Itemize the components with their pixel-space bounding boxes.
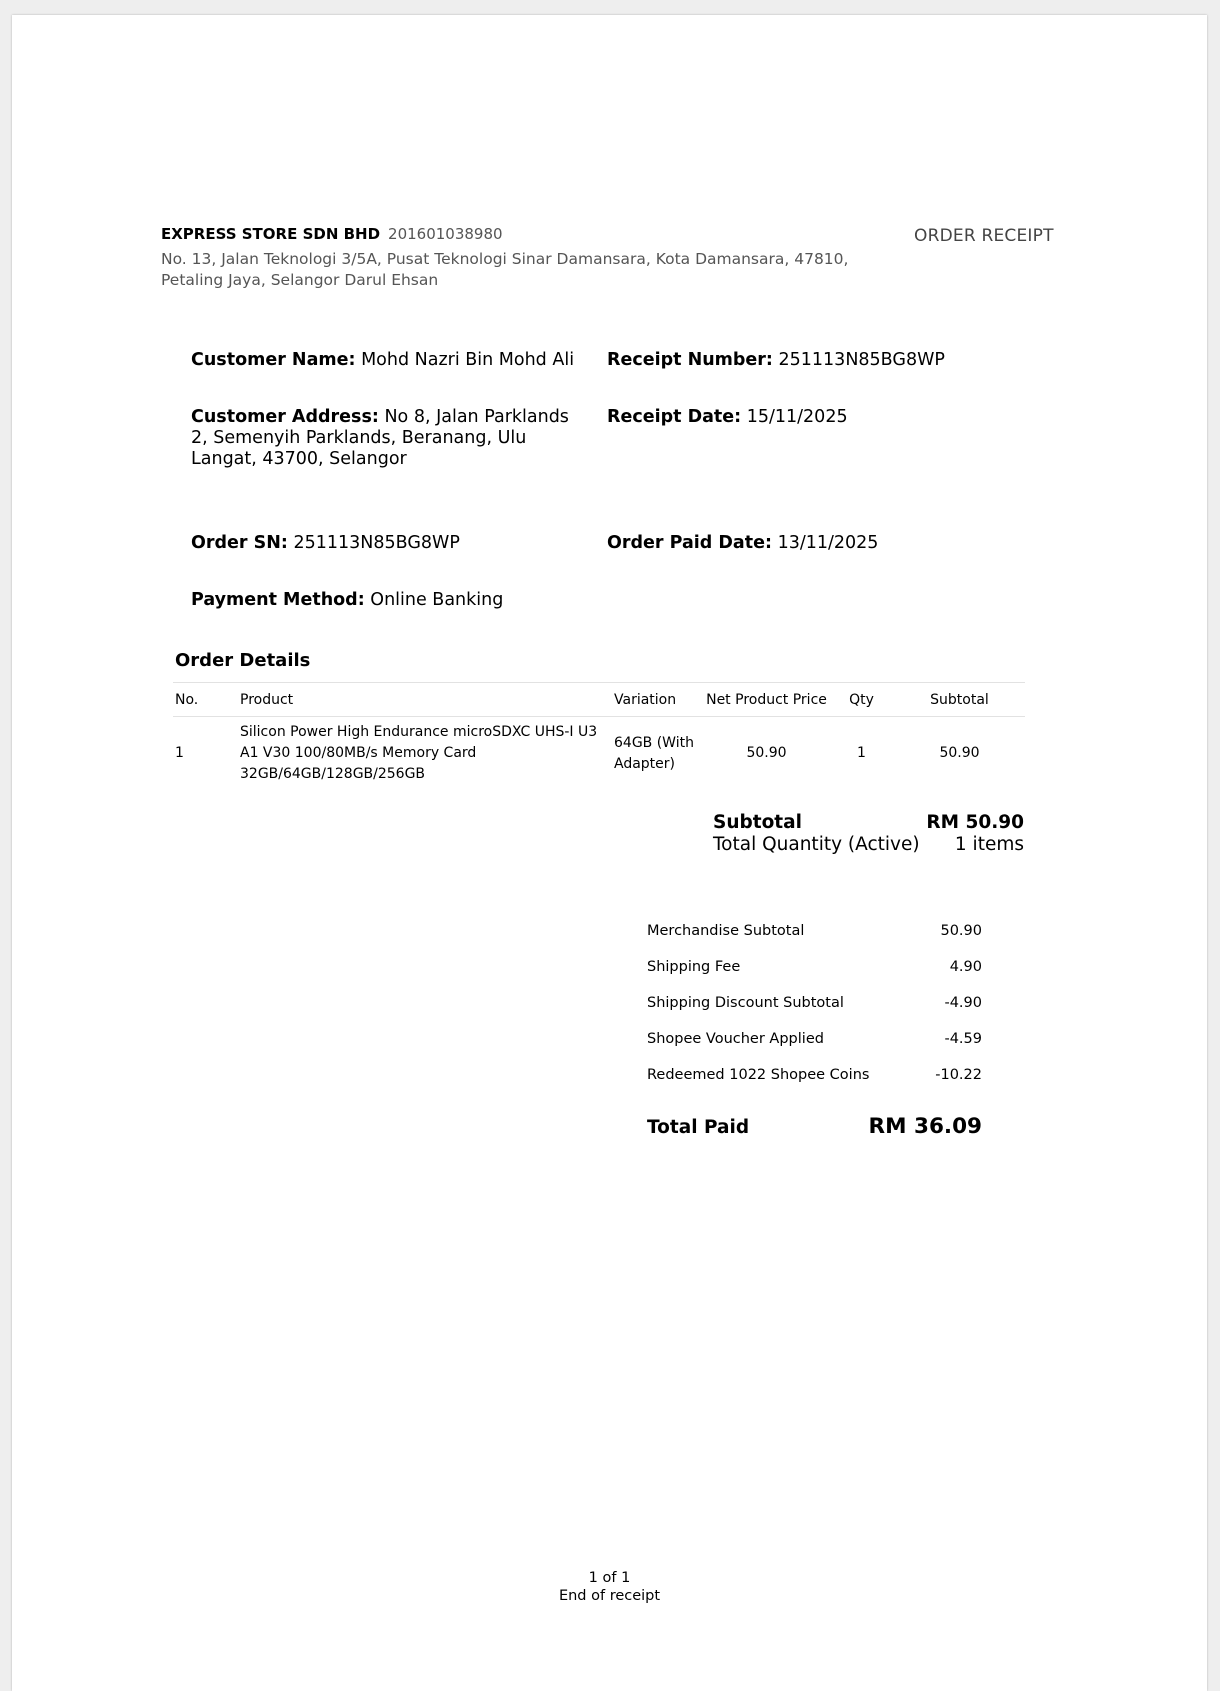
total-quantity-value: 1 items bbox=[954, 834, 1024, 855]
order-details-title: Order Details bbox=[175, 650, 311, 671]
total-paid-row bbox=[647, 1114, 982, 1139]
summary-block bbox=[713, 812, 1024, 856]
total-quantity-label: Total Quantity (Active) bbox=[713, 834, 920, 855]
breakdown-row bbox=[647, 1057, 982, 1093]
col-no: No. bbox=[173, 683, 240, 717]
company-reg-no: 201601038980 bbox=[388, 225, 503, 243]
customer-address-field bbox=[191, 407, 591, 470]
order-sn-label: Order SN: bbox=[191, 533, 288, 553]
company-header bbox=[161, 225, 503, 243]
customer-name-label: Customer Name: bbox=[191, 350, 356, 370]
subtotal-label: Subtotal bbox=[713, 812, 802, 833]
breakdown-label: Merchandise Subtotal bbox=[647, 923, 805, 939]
order-paid-date-field bbox=[607, 533, 878, 554]
receipt-number: 251113N85BG8WP bbox=[778, 350, 945, 370]
order-paid-date: 13/11/2025 bbox=[777, 533, 879, 553]
total-paid-label: Total Paid bbox=[647, 1117, 750, 1138]
total-paid-value: RM 36.09 bbox=[868, 1114, 982, 1139]
table-row bbox=[173, 717, 1025, 791]
customer-name: Mohd Nazri Bin Mohd Ali bbox=[361, 350, 575, 370]
item-variation: 64GB (With Adapter) bbox=[614, 734, 694, 772]
breakdown-amount: 4.90 bbox=[949, 959, 982, 975]
company-name: EXPRESS STORE SDN BHD bbox=[161, 225, 381, 243]
payment-method-field bbox=[191, 590, 503, 611]
breakdown-label: Shipping Fee bbox=[647, 959, 741, 975]
col-subtotal: Subtotal bbox=[894, 683, 1025, 717]
item-subtotal: 50.90 bbox=[939, 745, 980, 761]
payment-method: Online Banking bbox=[370, 590, 504, 610]
breakdown-row bbox=[647, 1021, 982, 1057]
customer-address-label: Customer Address: bbox=[191, 407, 379, 427]
col-product: Product bbox=[240, 683, 614, 717]
customer-address: No 8, Jalan Parklands 2, Semenyih Parklands, Beranang, Ulu Langat, 43700, Selangor bbox=[191, 407, 569, 469]
order-paid-date-label: Order Paid Date: bbox=[607, 533, 772, 553]
col-qty: Qty bbox=[829, 683, 894, 717]
order-sn: 251113N85BG8WP bbox=[293, 533, 460, 553]
col-variation: Variation bbox=[614, 683, 704, 717]
company-address: No. 13, Jalan Teknologi 3/5A, Pusat Teknologi Sinar Damansara, Kota Damansara, 47810, Petaling Jaya, Selangor Darul Ehsan bbox=[161, 250, 849, 289]
order-sn-field bbox=[191, 533, 460, 554]
receipt-date-label: Receipt Date: bbox=[607, 407, 742, 427]
breakdown-amount: -10.22 bbox=[935, 1067, 982, 1083]
breakdown-amount: 50.90 bbox=[940, 923, 982, 939]
breakdown-row bbox=[647, 985, 982, 1021]
receipt-number-label: Receipt Number: bbox=[607, 350, 773, 370]
col-net-price: Net Product Price bbox=[704, 683, 829, 717]
breakdown-row bbox=[647, 949, 982, 985]
page-number: 1 of 1 bbox=[588, 1570, 631, 1586]
item-price: 50.90 bbox=[746, 745, 787, 761]
item-no: 1 bbox=[175, 745, 184, 761]
breakdown-amount: -4.90 bbox=[944, 995, 982, 1011]
table-header-row bbox=[173, 683, 1025, 717]
breakdown-row bbox=[647, 913, 982, 949]
breakdown-label: Shopee Voucher Applied bbox=[647, 1031, 824, 1047]
document-title: ORDER RECEIPT bbox=[914, 226, 1054, 246]
item-qty: 1 bbox=[857, 745, 866, 761]
page-footer bbox=[12, 1569, 1207, 1605]
payment-method-label: Payment Method: bbox=[191, 590, 365, 610]
subtotal-row bbox=[713, 812, 1024, 834]
breakdown-label: Shipping Discount Subtotal bbox=[647, 995, 844, 1011]
breakdown-label: Redeemed 1022 Shopee Coins bbox=[647, 1067, 870, 1083]
order-items-table bbox=[173, 682, 1025, 790]
breakdown-amount: -4.59 bbox=[944, 1031, 982, 1047]
payment-breakdown bbox=[647, 913, 982, 1093]
receipt-number-field bbox=[607, 350, 945, 371]
subtotal-value: RM 50.90 bbox=[926, 812, 1024, 833]
receipt-date: 15/11/2025 bbox=[746, 407, 848, 427]
receipt-date-field bbox=[607, 407, 848, 428]
total-quantity-row bbox=[713, 834, 1024, 856]
end-of-receipt: End of receipt bbox=[558, 1588, 661, 1604]
item-product: Silicon Power High Endurance microSDXC UHS-I U3 A1 V30 100/80MB/s Memory Card 32GB/64GB/128GB/256GB bbox=[240, 724, 598, 782]
customer-name-field bbox=[191, 350, 574, 371]
